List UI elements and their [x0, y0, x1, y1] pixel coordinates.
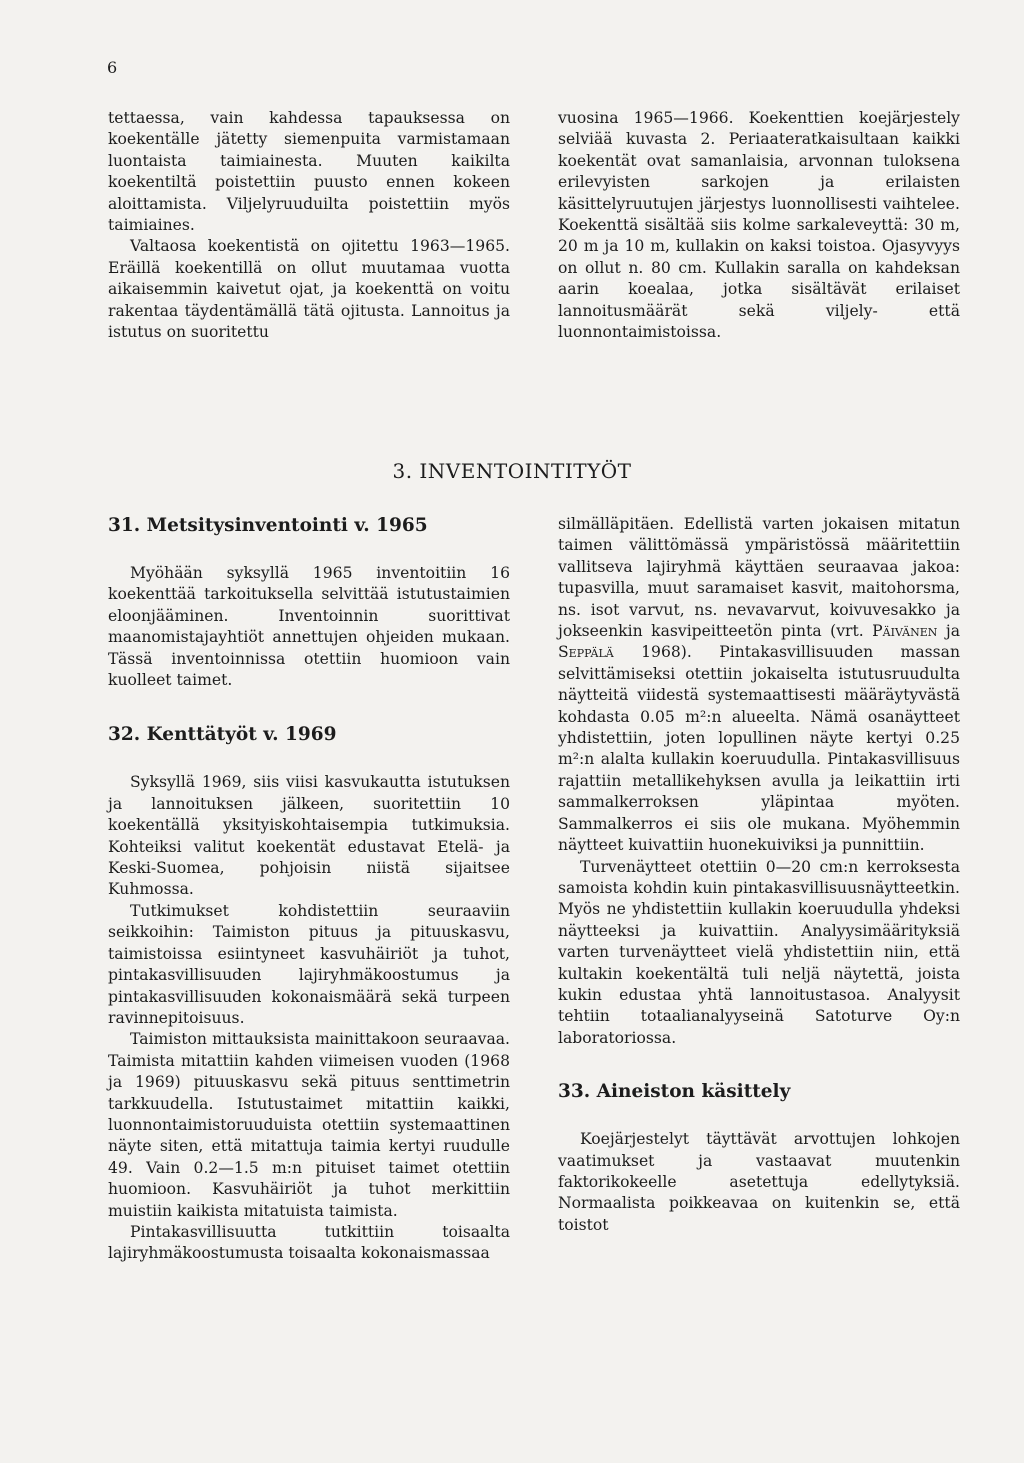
author-name: Päivänen	[872, 622, 938, 641]
paragraph: Valtaosa koekentistä on ojitettu 1963—1965. Eräillä koekentillä on ollut muutamaa vuotta aikaisemmin kaivetut ojat, ja koekenttä on voitu rakentaa täydentämällä tätä ojitusta. Lannoitus ja istutus on suoritettu	[108, 237, 510, 342]
paragraph: Taimiston mittauksista mainittakoon seuraavaa. Taimista mitattiin kahden viimeisen vuoden (1968 ja 1969) pituuskasvu sekä pituus senttimetrin tarkkuudella. Istutustaimet mitattiin kaikki, luonnontaimistoruuduista otettiin systemaattinen näyte siten, että mitattuja taimia kertyi ruudulle 49. Vain 0.2—1.5 m:n pituiset taimet otettiin huomioon. Kasvuhäiriöt ja tuhot merkittiin muistiin kaikista mitatuista taimista.	[108, 1030, 510, 1220]
text-run: ja	[937, 622, 960, 641]
paragraph: Turvenäytteet otettiin 0—20 cm:n kerroksesta samoista kohdin kuin pintakasvillisuusnäytteetkin. Myös ne yhdistettiin kullakin koeruudulla yhdeksi näytteeksi ja kuivattiin. Analyysimäärityksiä varten turvenäytteet vielä yhdistettiin niin, että kultakin koekentältä tuli neljä näytettä, joista kukin edustaa yhtä lannoitustasoa. Analyysit tehtiin totaalianalyyseinä Satoturve Oy:n laboratoriossa.	[558, 857, 960, 1047]
paragraph: tettaessa, vain kahdessa tapauksessa on koekentälle jätetty siemenpuita varmistamaan luontaista taimiainesta. Muuten kaikilta koekentiltä poistettiin puusto ennen kokeen aloittamista. Viljelyruuduilta poistettiin myös taimiaines.	[108, 109, 510, 235]
paragraph: vuosina 1965—1966. Koekenttien koejärjestely selviää kuvasta 2. Periaateratkaisultaan kaikki koekentät ovat samanlaisia, arvonnan tuloksena erilevyisten sarkojen ja erilaisten käsittelyruutujen järjestys luonnollisesti vaihtelee. Koekenttä sisältää siis kolme sarkaleveyttä: 30 m, 20 m ja 10 m, kullakin on kaksi toistoa. Ojasyvyys on ollut n. 80 cm. Kullakin saralla on kahdeksan aarin koealaa, jotka sisältävät erilaiset lannoitusmäärät sekä viljely- että luonnontaimistoissa.	[558, 109, 960, 342]
section-heading-31: 31. Metsitysinventointi v. 1965	[108, 515, 428, 536]
paragraph: Tutkimukset kohdistettiin seuraaviin seikkoihin: Taimiston pituus ja pituuskasvu, taimistoissa esiintyneet kasvuhäiriöt ja tuhot, pintakasvillisuuden lajiryhmäkoostumus ja pintakasvillisuuden kokonaismäärä sekä turpeen ravinnepitoisuus.	[108, 901, 510, 1027]
paragraph: Syksyllä 1969, siis viisi kasvukautta istutuksen ja lannoituksen jälkeen, suoritettiin 10 koekentällä yksityiskohtaisempia tutkimuksia. Kohteiksi valitut koekentät edustavat Etelä- ja Keski-Suomea, pohjoisin niistä sijaitsee Kuhmossa.	[108, 773, 510, 899]
page-number: 6	[107, 58, 118, 77]
column-right-top	[558, 108, 960, 343]
text-run: 1968). Pintakasvillisuuden massan selvittämiseksi otettiin jokaiselta istutusruudulta näytteitä viidestä systemaattisesti määräytyvästä kohdasta 0.05 m²:n alueelta. Nämä osanäytteet yhdistettiin, joten lopullinen näyte kertyi 0.25 m²:n alalta kullakin koeruudulla. Pintakasvillisuus rajattiin metallikehyksen avulla ja leikattiin irti sammalkerroksen yläpintaa myöten. Sammalkerros ei siis ole mukana. Myöhemmin näytteet kuivattiin huonekuiviksi ja punnittiin.	[558, 643, 960, 855]
paragraph	[558, 514, 960, 857]
section-heading-32: 32. Kenttätyöt v. 1969	[108, 724, 337, 746]
author-name: Seppälä	[558, 643, 614, 662]
column-left-bottom	[108, 514, 510, 1265]
paragraph: Pintakasvillisuutta tutkittiin toisaalta lajiryhmäkoostumusta toisaalta kokonaismassaa	[108, 1222, 510, 1263]
text-run: silmälläpitäen. Edellistä varten jokaisen mitatun taimen välittömässä ympäristössä määritettiin vallitseva lajiryhmä käyttäen seuraavaa jakoa: tupasvilla, muut saramaiset kasvit, maitohorsma, ns. isot varvut, ns. nevavarvut, koivuvesakko ja jokseenkin kasvipeitteetön pinta (vrt.	[558, 515, 960, 641]
column-left-top	[108, 108, 510, 343]
section-heading-33: 33. Aineiston käsittely	[558, 1081, 791, 1103]
paragraph: Myöhään syksyllä 1965 inventoitiin 16 koekenttää tarkoituksella selvittää istutustaimien eloonjääminen. Inventoinnin suorittivat maanomistajayhtiöt annettujen ohjeiden mukaan. Tässä inventoinnissa otettiin huomioon vain kuolleet taimet.	[108, 564, 510, 690]
chapter-title: 3. INVENTOINTITYÖT	[392, 459, 632, 483]
paragraph: Koejärjestelyt täyttävät arvottujen lohkojen vaatimukset ja vastaavat muutenkin faktorikokeelle asetettuja edellytyksiä. Normaalista poikkeavaa on kuitenkin se, että toistot	[558, 1130, 960, 1234]
column-right-bottom	[558, 514, 960, 1236]
